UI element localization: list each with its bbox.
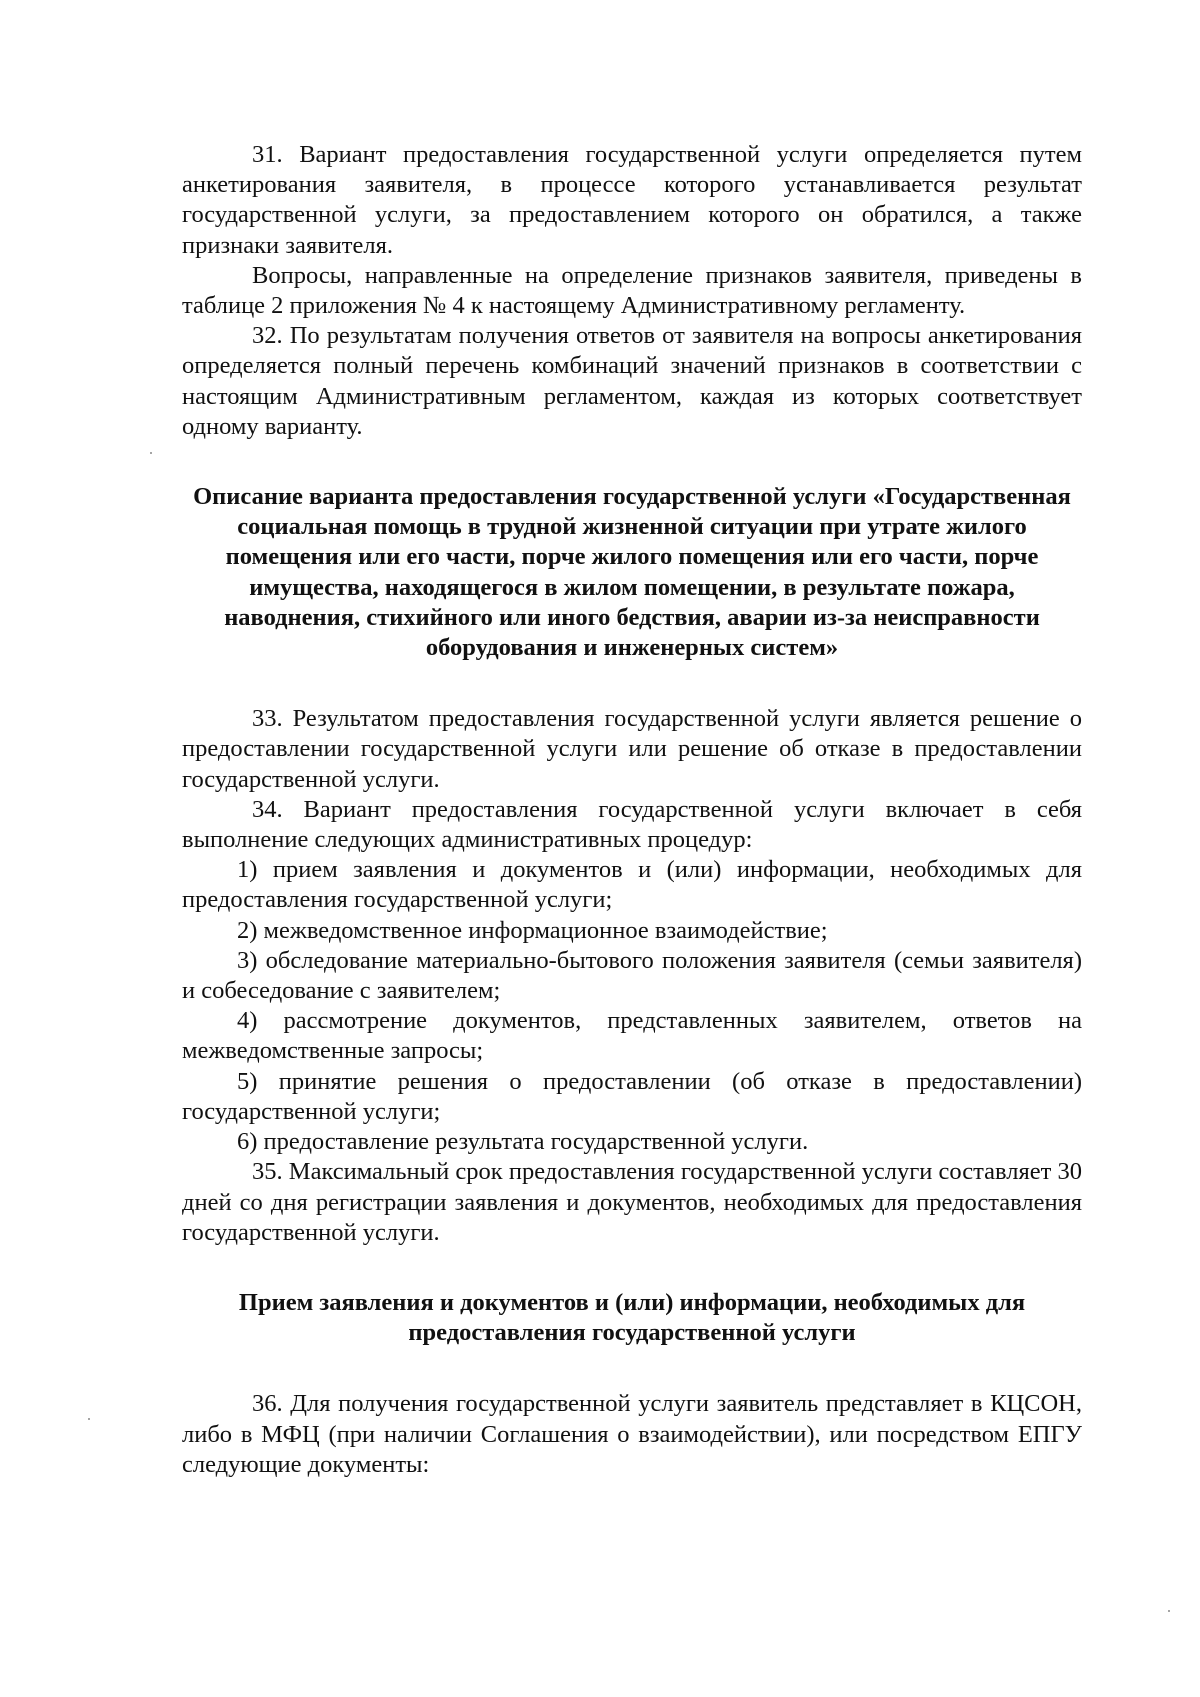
list-item-6: 6) предоставление результата государственной услуги. bbox=[237, 1128, 809, 1156]
paragraph-32: 32. По результатам получения ответов от заявителя на вопросы анкетирования определяется полный перечень комбинаций значений признаков в соответствии с настоящим Административным регламентом, каждая из которых соответствует одному варианту. bbox=[182, 322, 1082, 440]
section-heading-application-intake: Прием заявления и документов и (или) информации, необходимых для предоставления государственной услуги bbox=[238, 1288, 1026, 1347]
paragraph-34: 34. Вариант предоставления государственной услуги включает в себя выполнение следующих административных процедур: bbox=[182, 795, 1082, 854]
paragraph-36: 36. Для получения государственной услуги заявитель представляет в КЦСОН, либо в МФЦ (при наличии Соглашения о взаимодействии), или посредством ЕПГУ следующие документы: bbox=[182, 1390, 1082, 1478]
paragraph-35: 35. Максимальный срок предоставления государственной услуги составляет 30 дней со дня регистрации заявления и документов, необходимых для предоставления государственной услуги. bbox=[182, 1158, 1082, 1246]
list-item-2: 2) межведомственное информационное взаимодействие; bbox=[237, 916, 828, 944]
scan-speck bbox=[88, 1418, 90, 1420]
section-heading-variant-description: Описание варианта предоставления государственной услуги «Государственная социальная помощь в трудной жизненной ситуации при утрате жилого помещения или его части, порче жилого помещения или его части, порче имущества, находящегося в жилом помещении, в результате пожара, наводнения, стихийного или иного бедствия, аварии из-за неисправности оборудования и инженерных систем» bbox=[193, 483, 1071, 662]
list-item-1: 1) прием заявления и документов и (или) информации, необходимых для предоставления государственной услуги; bbox=[182, 856, 1082, 914]
list-item-3: 3) обследование материально-бытового положения заявителя (семьи заявителя) и собеседование с заявителем; bbox=[182, 946, 1082, 1005]
scan-speck bbox=[150, 452, 152, 454]
paragraph-31-questions: Вопросы, направленные на определение признаков заявителя, приведены в таблице 2 приложения № 4 к настоящему Административному регламенту. bbox=[182, 261, 1082, 320]
list-item-4: 4) рассмотрение документов, представленных заявителем, ответов на межведомственные запросы; bbox=[182, 1007, 1082, 1065]
scan-speck bbox=[1168, 1610, 1170, 1612]
paragraph-31: 31. Вариант предоставления государственной услуги определяется путем анкетирования заявителя, в процессе которого устанавливается результат государственной услуги, за предоставлением которого он обратился, а также признаки заявителя. bbox=[182, 141, 1082, 259]
paragraph-33: 33. Результатом предоставления государственной услуги является решение о предоставлении государственной услуги или решение об отказе в предоставлении государственной услуги. bbox=[182, 705, 1082, 793]
list-item-5: 5) принятие решения о предоставлении (об отказе в предоставлении) государственной услуги; bbox=[182, 1067, 1082, 1125]
